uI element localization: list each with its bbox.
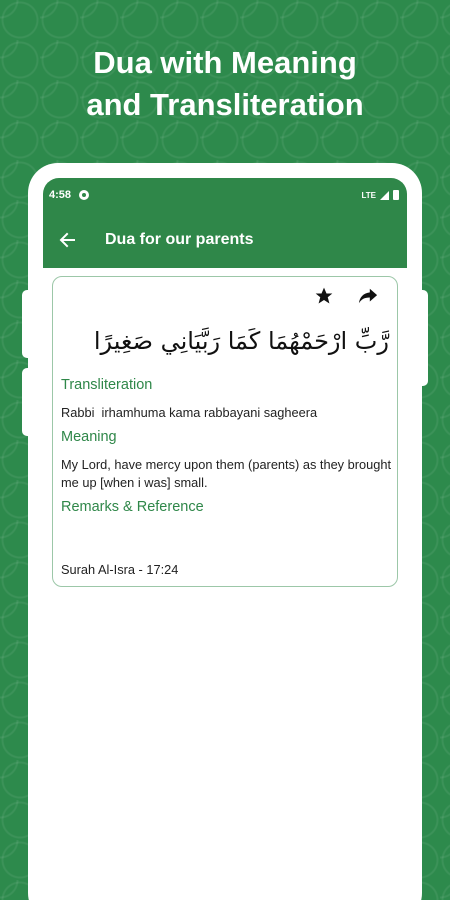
dua-arabic-text: رَّبِّ ارْحَمْهُمَا كَمَا رَبَّيَانِي صَغِيرًا — [93, 327, 389, 355]
promo-title-line-1: Dua with Meaning — [93, 45, 357, 80]
promo-title-line-2: and Transliteration — [86, 87, 364, 122]
network-type: LTE — [361, 190, 376, 200]
star-icon[interactable] — [313, 285, 335, 307]
status-indicators — [361, 190, 399, 200]
notification-icon — [79, 190, 89, 200]
status-time: 4:58 — [49, 189, 72, 201]
signal-icon — [380, 191, 389, 200]
share-icon[interactable] — [357, 285, 379, 307]
meaning-text: My Lord, have mercy upon them (parents) as they brought me up [when i was] small. — [61, 457, 392, 490]
phone-frame — [28, 163, 422, 900]
reference-text: Surah Al-Isra - 17:24 — [61, 562, 179, 577]
app-screen — [43, 178, 407, 900]
card-actions — [313, 285, 379, 307]
transliteration-label: Transliteration — [61, 377, 153, 393]
meaning-label: Meaning — [61, 429, 117, 445]
dua-card — [52, 276, 398, 587]
back-arrow-icon[interactable] — [59, 231, 77, 249]
battery-icon — [393, 190, 399, 200]
promo-title — [0, 42, 450, 126]
remarks-label: Remarks & Reference — [61, 499, 204, 515]
status-bar — [43, 178, 407, 212]
transliteration-text: Rabbi irhamhuma kama rabbayani sagheera — [61, 405, 318, 420]
app-bar — [43, 212, 407, 268]
app-bar-title: Dua for our parents — [105, 231, 254, 248]
